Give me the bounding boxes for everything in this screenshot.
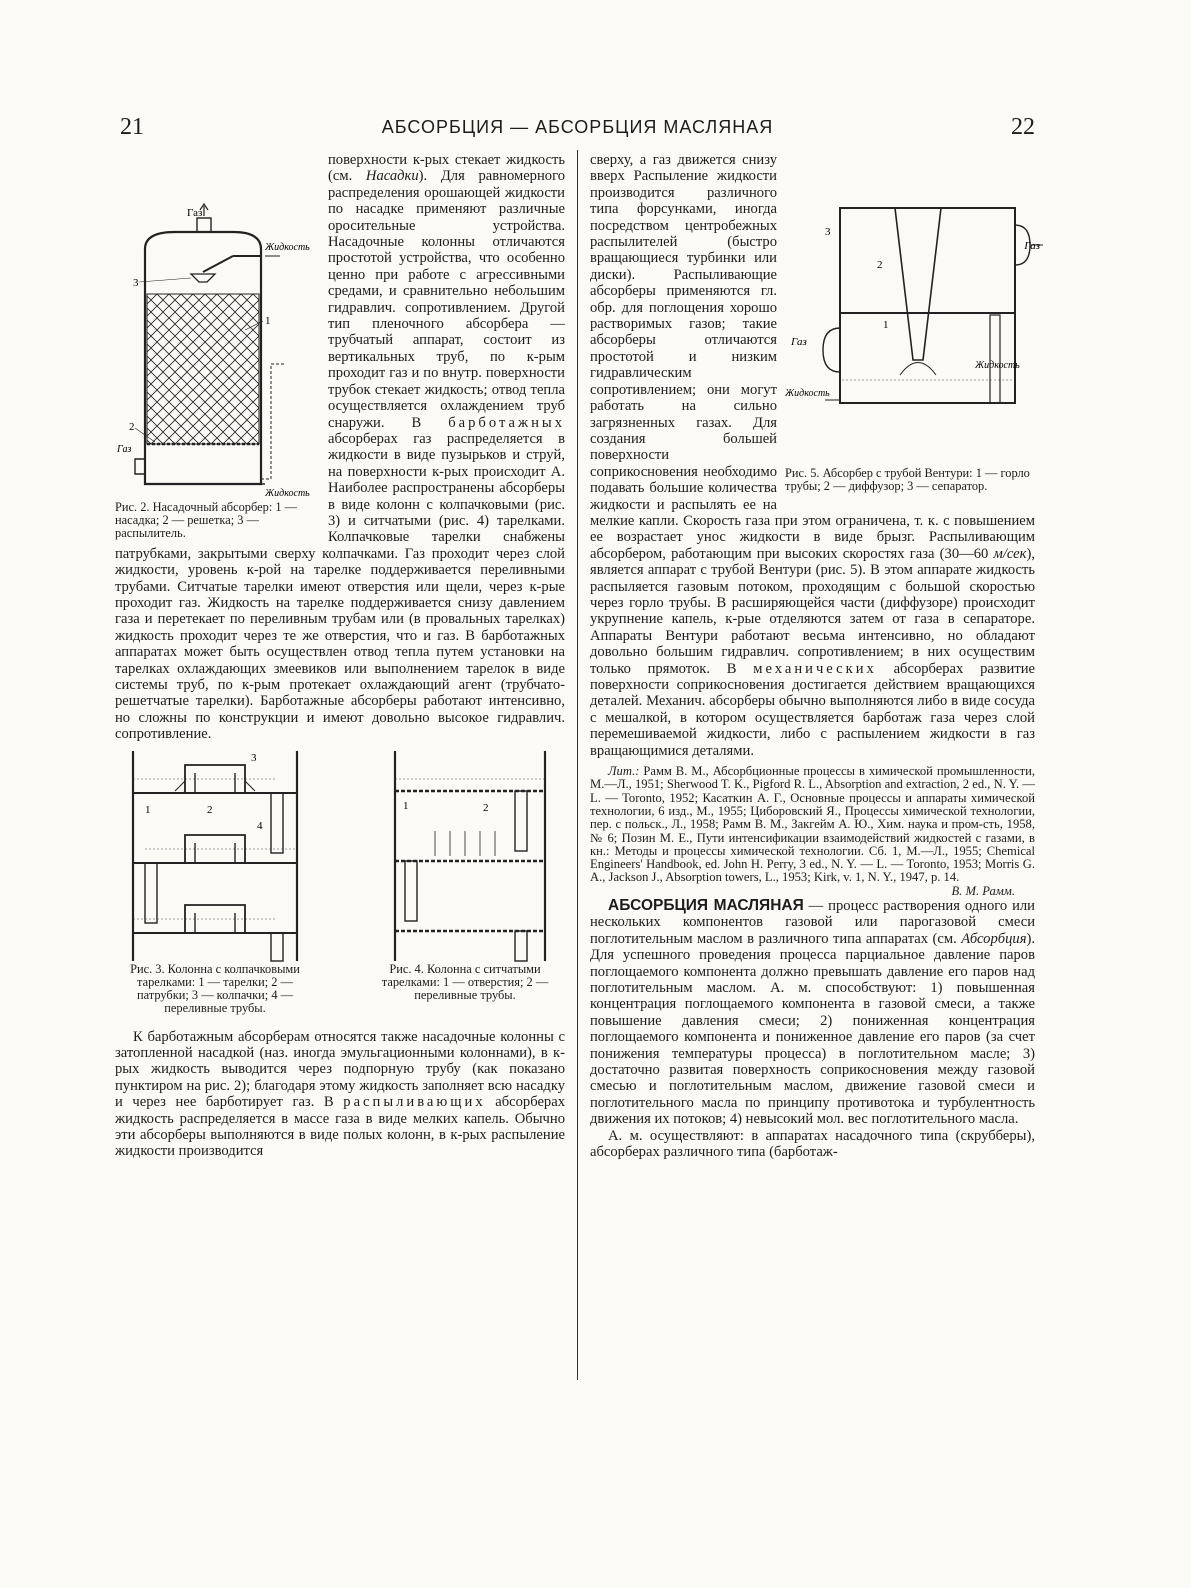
page-number-right: 22 <box>1011 114 1035 140</box>
fig5-label-gas-in: Газ <box>791 336 807 348</box>
fig4-number-1: 1 <box>403 799 409 812</box>
left-p1-text-c: абсорберах газ распределяется в жидкости в виде пузырьков и струй, на поверхности к-рых происходит А. Наиболее распространены абсорберы в виде колонн с колпачковыми (рис. 3) и ситчатыми (рис. 4) тарелками. Колпачковые тарелки снабжены патрубками, закрытыми сверху колпачками. Газ проходит через слой жидкости, уровень к-рой на тарелке поддерживается переливными трубами. Ситчатые тарелки имеют отверстия или щели, через к-рые проходит газ. Жидкость на тарелке поддерживается снизу давлением газа и перетекает по переливным трубам или (в провальных тарелках) жидкость проходит через те же отверстия, что и газ. В барботажных аппаратах может быть осуществлен отвод тепла путем установки на тарелках охлаждающих змеевиков или выполнением тарелок в виде системы труб, по к-рым протекает охлаждающий агент (трубчато-решетчатые тарелки). Барботажные абсорберы работают интенсивно, но сложны по конструкции и имеют довольно высокое гидравлич. сопротивление. <box>115 430 565 743</box>
figure-5-drawing <box>785 200 1040 465</box>
figure-3-caption: Рис. 3. Колонна с колпачковыми тарелками: 1 — тарелки; 2 — патрубки; 3 — колпачки; 4 — переливные трубы. <box>130 961 300 1016</box>
left-column <box>115 152 565 1160</box>
fig4-number-2: 2 <box>483 801 489 814</box>
figure-3 <box>115 751 315 1023</box>
fig3-number-1: 1 <box>145 803 151 816</box>
term-raspylivayushchikh: распыливающих <box>343 1094 486 1111</box>
fig5-number-3: 3 <box>825 226 831 238</box>
fig2-number-1: 1 <box>265 315 271 327</box>
left-paragraph-2 <box>115 1029 565 1160</box>
figure-5 <box>785 200 1040 494</box>
link-nasadki[interactable]: Насадки <box>365 168 419 185</box>
literature-text: Рамм В. М., Абсорбционные процессы в химической промышленности, М.—Л., 1951; Sherwood T. K., Pigford R. L., Absorption and extraction, 2 ed., N. Y. — L. — Toronto, 1952; Касаткин А. Г., Основные процессы и аппараты химической технологии, 6 изд., М., 1955; Циборовский Я., Процессы химической технологии, пер. с польск., Л., 1958; Рамм В. М., Закгейм А. Ю., Хим. наука и пром-сть, 1958, № 6; Позин М. Е., Пути интенсификации взаимодействий жидкостей с газами, в кн.: Методы и процессы химической технологии. Сб. 1, М.—Л., 1955; Chemical Engineers' Handbook, ed. John H. Perry, 3 ed., N. Y. — L. — Toronto, 1953; Morris G. A., Jackson J., Absorption towers, L., 1953; Kirk, v. 1, N. Y., 1947, p. 14. <box>590 764 1035 885</box>
right-p1-text-c: абсорберах развитие поверхности соприкосновения достигается действием вращающихся деталей. Механич. абсорберы обычно выполняются либо в виде сосуда с мешалкой, в котором осуществляется барботаж газа через слой перемешиваемой жидкости, либо с распылением жидкости в газ вращающимися деталями. <box>590 660 1035 759</box>
fig2-label-gas-in: Газ <box>117 444 132 455</box>
fig5-number-2: 2 <box>877 259 883 271</box>
fig5-label-liquid-out: Жидкость <box>785 388 830 399</box>
literature-label: Лит.: <box>608 764 640 779</box>
column-divider <box>577 150 578 1380</box>
fig2-number-2: 2 <box>129 421 135 433</box>
fig3-number-4: 4 <box>257 819 263 832</box>
left-p1-text-a: поверхности к-рых стекает жидкость (см. <box>328 152 565 185</box>
fig2-label-liquid-out: Жидкость <box>265 488 310 499</box>
term-barbotazhnykh: барботажных <box>448 414 565 431</box>
right-p2-text-a: — процесс растворения одного или нескольких компонентов газовой или парогазовой смеси поглотительным маслом в различного типа аппаратах (см. <box>590 898 1035 947</box>
right-paragraph-2 <box>590 898 1035 1128</box>
literature-list <box>590 764 1035 898</box>
figure-4 <box>365 751 565 1023</box>
fig5-label-gas-out: Газ <box>1024 240 1040 252</box>
figure-2-drawing <box>115 204 320 499</box>
fig2-label-gas-top: Газ <box>187 207 203 219</box>
fig5-number-1: 1 <box>883 319 889 331</box>
right-column <box>590 152 1040 1161</box>
figure-3-drawing <box>115 751 315 961</box>
right-p2-text-b: ). Для успешного проведения процесса парциальное давление паров поглощаемого компонента должно превышать давление его паров над поглотительным маслом. А. м. способствуют: 1) повышенная концентрация поглощаемого компонента в газовой смеси, а также повышение давления смеси; 2) пониженная концентрация поглощаемого компонента и пониженное давление его паров (за счет понижения температуры процесса) в поглотительном масле; 3) достаточно развитая поверхность соприкосновения между газовой смесью и поглотительным маслом, движение газовой смеси и поглотительного масла по принципу противотока и турбулентность движения их потоков; 4) невысокий мол. вес поглотительного масла. <box>590 930 1035 1128</box>
fig2-number-3: 3 <box>133 277 139 289</box>
fig3-number-3: 3 <box>251 751 257 764</box>
fig5-label-liquid-in: Жидкость <box>975 360 1020 371</box>
page-header <box>120 114 1035 144</box>
running-title: АБСОРБЦИЯ — АБСОРБЦИЯ МАСЛЯНАЯ <box>381 117 774 137</box>
link-absorbtsiya[interactable]: Абсорбция <box>961 930 1027 947</box>
figures-3-4 <box>115 751 565 1023</box>
figure-2-caption: Рис. 2. Насадочный абсорбер: 1 — насадка; 2 — решетка; 3 — распылитель. <box>115 500 298 541</box>
figure-4-caption: Рис. 4. Колонна с ситчатыми тарелками: 1 — отверстия; 2 — переливные трубы. <box>381 961 549 1003</box>
left-p2-text-a: К барботажным абсорберам относятся также насадочные колонны с затопленной насадкой (наз. иногда эмульгационными колоннами), в к-рых жидкость выводится через подпорную трубу (как показано пунктиром на рис. 2); благодаря этому жидкость заполняет всю насадку и через нее барботирует газ. В <box>115 1028 565 1111</box>
term-mekhanicheskikh: механических <box>753 660 877 677</box>
unit-m-sec: м/сек <box>993 545 1027 562</box>
right-p1-text-a: сверху, а газ движется снизу вверх Распыление жидкости производится различного типа форсунками, иногда посредством центробежных распылителей (быстро вращающиеся турбинки или диски). Распыливающие абсорберы применяются гл. обр. для поглощения хорошо растворимых газов; такие абсорберы отличаются простотой и низким гидравлическим сопротивлением; они могут работать на сильно загрязненных газах. Для создания большей поверхности соприкосновения необходимо подавать большие количества жидкости и распылять ее на мелкие капли. Скорость газа при этом ограничена, т. к. с повышением ее возрастает унос жидкости в виде брызг. Распыливающим абсорбером, работающим при высоких скоростях газа (30—60 <box>590 152 1035 562</box>
right-p1-text-b: ), является аппарат с трубой Вентури (рис. 5). В этом аппарате жидкость распыляется газовым потоком, проходящим с большой скоростью через горло трубы. В расширяющейся части (диффузоре) происходит укрупнение капель, к-рые отделяются затем от газа в сепараторе. Аппараты Вентури работают весьма интенсивно, но обладают довольно большим гидравлич. сопротивлением; в них осуществим только прямоток. В <box>590 545 1035 677</box>
figure-5-caption: Рис. 5. Абсорбер с трубой Вентури: 1 — горло трубы; 2 — диффузор; 3 — сепаратор. <box>785 466 1030 494</box>
fig3-number-2: 2 <box>207 803 213 816</box>
figure-2 <box>115 204 320 541</box>
fig2-label-liquid-in: Жидкость <box>265 242 310 253</box>
article-headword: АБСОРБЦИЯ МАСЛЯНАЯ <box>608 897 804 914</box>
left-p1-text-b: ). Для равномерного распределения орошающей жидкости по насадке применяют различные оросительные устройства. Насадочные колонны отличаются простотой устройства, что особенно ценно при работе с агрессивными средами, и сравнительно небольшим гидравлич. сопротивлением. Другой тип пленочного абсорбера — трубчатый аппарат, состоит из вертикальных труб, по к-рым проходит газ и по внутр. поверхности трубок стекает жидкость; отвод тепла осуществляется охлаждением труб снаружи. В <box>328 168 565 431</box>
right-paragraph-3: А. м. осуществляют: в аппаратах насадочного типа (скрубберы), абсорберах различного типа (барботаж- <box>590 1127 1035 1161</box>
figure-4-drawing <box>365 751 565 961</box>
page-number-left: 21 <box>120 114 144 140</box>
author-signature: В. М. Рамм. <box>951 883 1015 898</box>
left-p2-text-b: абсорберах жидкость распределяется в массе газа в виде мелких капель. Обычно эти абсорберы выполняются в виде полых колонн, в к-рых распыление жидкости производится <box>115 1094 566 1160</box>
